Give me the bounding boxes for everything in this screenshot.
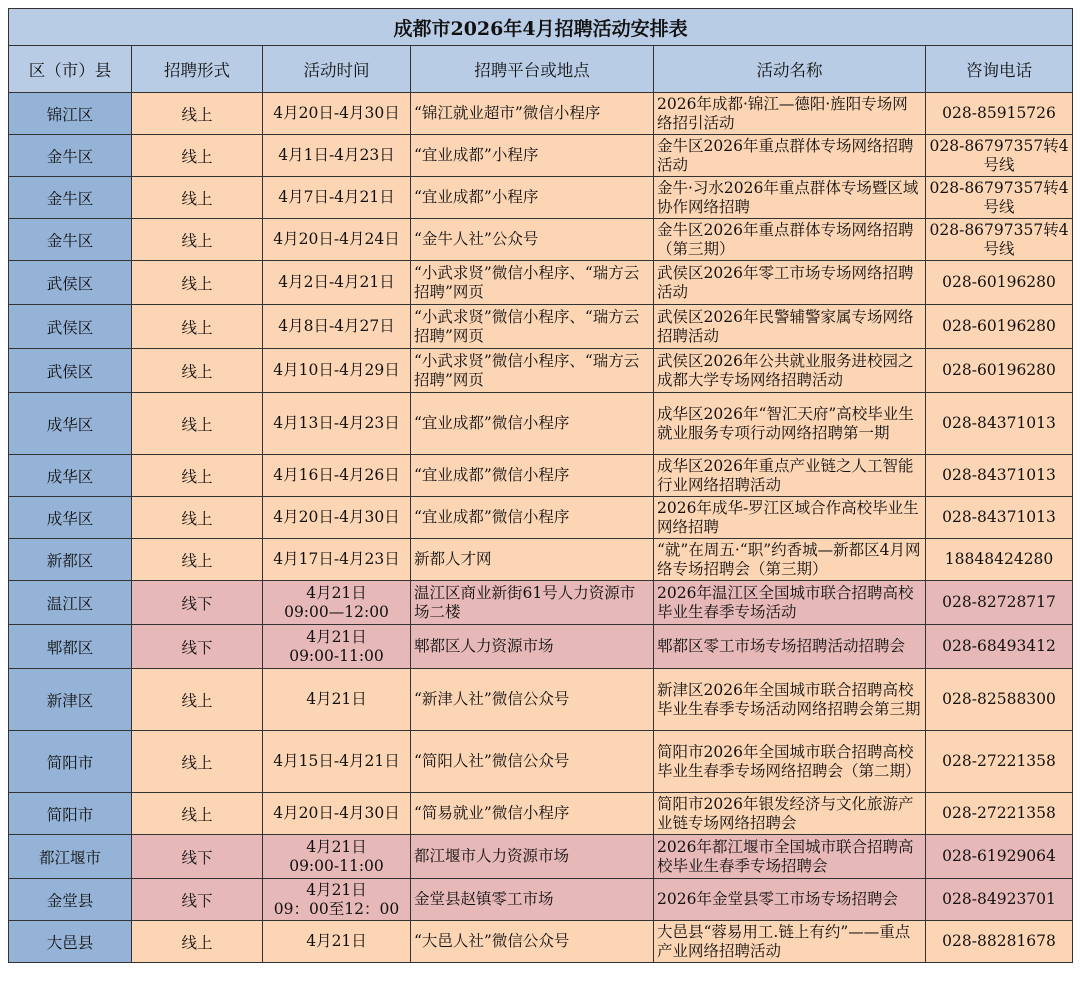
district-cell: 简阳市 [9,793,132,835]
activity-name-cell: 2026年温江区全国城市联合招聘高校毕业生春季专场活动 [654,581,926,625]
time-date: 4月17日-4月23日 [273,550,400,568]
platform-cell: “大邑人社”微信公众号 [411,921,654,963]
time-cell [263,497,411,539]
phone-cell: 028-60196280 [926,305,1073,349]
time-date: 4月1日-4月23日 [278,146,395,164]
activity-name-cell: 2026年都江堰市全国城市联合招聘高校毕业生春季专场招聘会 [654,835,926,879]
district-cell: 新都区 [9,539,132,581]
activity-name-cell: 2026年成华-罗江区域合作高校毕业生网络招聘 [654,497,926,539]
phone-cell: 028-85915726 [926,93,1073,135]
time-date: 4月7日-4月21日 [278,188,395,206]
table-row [9,261,1073,305]
time-hours: 09:00—12:00 [284,602,389,621]
activity-name-cell: 郫都区零工市场专场招聘活动招聘会 [654,625,926,669]
district-cell: 新津区 [9,669,132,731]
time-cell [263,539,411,581]
district-cell: 大邑县 [9,921,132,963]
recruitment-sheet [8,8,1072,963]
table-row [9,393,1073,455]
time-date: 4月16日-4月26日 [273,466,400,484]
time-date: 4月21日 [306,627,367,646]
header-mode: 招聘形式 [132,46,263,93]
platform-cell: “锦江就业超市”微信小程序 [411,93,654,135]
platform-cell: 新都人才网 [411,539,654,581]
district-cell: 成华区 [9,393,132,455]
header-phone: 咨询电话 [926,46,1073,93]
platform-cell: 温江区商业新街61号人力资源市场二楼 [411,581,654,625]
mode-cell: 线上 [132,539,263,581]
activity-name-cell: 武侯区2026年民警辅警家属专场网络招聘活动 [654,305,926,349]
phone-cell: 028-82588300 [926,669,1073,731]
platform-cell: “金牛人社”公众号 [411,219,654,261]
table-row [9,539,1073,581]
phone-cell: 028-82728717 [926,581,1073,625]
table-row [9,731,1073,793]
time-date: 4月2日-4月21日 [278,273,395,291]
time-cell [263,93,411,135]
mode-cell: 线上 [132,177,263,219]
header-district: 区（市）县 [9,46,132,93]
district-cell: 锦江区 [9,93,132,135]
time-cell [263,393,411,455]
phone-cell: 028-68493412 [926,625,1073,669]
phone-cell: 028-84371013 [926,497,1073,539]
recruitment-table [8,8,1073,963]
time-cell [263,261,411,305]
district-cell: 金牛区 [9,135,132,177]
time-date: 4月21日 [306,837,367,856]
activity-name-cell: 简阳市2026年全国城市联合招聘高校毕业生春季专场网络招聘会（第二期） [654,731,926,793]
header-time: 活动时间 [263,46,411,93]
platform-cell: “简阳人社”微信公众号 [411,731,654,793]
time-date: 4月20日-4月24日 [273,230,400,248]
activity-name-cell: 大邑县“蓉易用工.链上有约”——重点产业网络招聘活动 [654,921,926,963]
time-date: 4月21日 [306,880,367,899]
time-date: 4月20日-4月30日 [273,104,400,122]
activity-name-cell: 2026年成都·锦江—德阳·旌阳专场网络招引活动 [654,93,926,135]
mode-cell: 线上 [132,455,263,497]
time-cell [263,669,411,731]
district-cell: 武侯区 [9,305,132,349]
time-date: 4月21日 [306,583,367,602]
district-cell: 都江堰市 [9,835,132,879]
table-title: 成都市2026年4月招聘活动安排表 [9,9,1073,46]
table-row [9,581,1073,625]
table-row [9,135,1073,177]
table-row [9,921,1073,963]
time-cell [263,879,411,921]
platform-cell: “宜业成都”微信小程序 [411,393,654,455]
district-cell: 金牛区 [9,219,132,261]
platform-cell: “小武求贤”微信小程序、“瑞方云招聘”网页 [411,305,654,349]
time-cell [263,835,411,879]
mode-cell: 线上 [132,305,263,349]
activity-name-cell: 武侯区2026年公共就业服务进校园之成都大学专场网络招聘活动 [654,349,926,393]
platform-cell: “小武求贤”微信小程序、“瑞方云招聘”网页 [411,261,654,305]
phone-cell: 028-86797357转4号线 [926,135,1073,177]
platform-cell: 郫都区人力资源市场 [411,625,654,669]
time-cell [263,349,411,393]
mode-cell: 线上 [132,497,263,539]
platform-cell: “新津人社”微信公众号 [411,669,654,731]
platform-cell: “宜业成都”微信小程序 [411,455,654,497]
activity-name-cell: 金牛区2026年重点群体专场网络招聘（第三期） [654,219,926,261]
phone-cell: 028-86797357转4号线 [926,177,1073,219]
time-cell [263,625,411,669]
mode-cell: 线上 [132,921,263,963]
district-cell: 成华区 [9,497,132,539]
mode-cell: 线上 [132,261,263,305]
time-hours: 09：00至12：00 [273,899,400,918]
table-row [9,669,1073,731]
table-row [9,349,1073,393]
activity-name-cell: 金牛·习水2026年重点群体专场暨区域协作网络招聘 [654,177,926,219]
table-row [9,305,1073,349]
district-cell: 武侯区 [9,349,132,393]
activity-name-cell: 武侯区2026年零工市场专场网络招聘活动 [654,261,926,305]
platform-cell: 金堂县赵镇零工市场 [411,879,654,921]
district-cell: 郫都区 [9,625,132,669]
mode-cell: 线上 [132,669,263,731]
header-platform: 招聘平台或地点 [411,46,654,93]
time-cell [263,135,411,177]
platform-cell: “宜业成都”小程序 [411,177,654,219]
phone-cell: 028-86797357转4号线 [926,219,1073,261]
time-date: 4月8日-4月27日 [278,317,395,335]
activity-name-cell: “就”在周五·“职”约香城—新都区4月网络专场招聘会（第三期） [654,539,926,581]
time-cell [263,731,411,793]
district-cell: 温江区 [9,581,132,625]
time-date: 4月20日-4月30日 [273,508,400,526]
time-hours: 09:00-11:00 [289,646,384,665]
activity-name-cell: 成华区2026年重点产业链之人工智能行业网络招聘活动 [654,455,926,497]
phone-cell: 028-27221358 [926,793,1073,835]
mode-cell: 线下 [132,835,263,879]
activity-name-cell: 新津区2026年全国城市联合招聘高校毕业生春季专场活动网络招聘会第三期 [654,669,926,731]
phone-cell: 028-27221358 [926,731,1073,793]
district-cell: 简阳市 [9,731,132,793]
table-row [9,879,1073,921]
district-cell: 成华区 [9,455,132,497]
mode-cell: 线下 [132,581,263,625]
platform-cell: “宜业成都”小程序 [411,135,654,177]
activity-name-cell: 简阳市2026年银发经济与文化旅游产业链专场网络招聘会 [654,793,926,835]
time-date: 4月21日 [306,690,367,708]
mode-cell: 线上 [132,349,263,393]
phone-cell: 18848424280 [926,539,1073,581]
table-row [9,497,1073,539]
time-cell [263,793,411,835]
table-row [9,835,1073,879]
platform-cell: “简易就业”微信小程序 [411,793,654,835]
mode-cell: 线上 [132,731,263,793]
table-row [9,93,1073,135]
district-cell: 武侯区 [9,261,132,305]
phone-cell: 028-84923701 [926,879,1073,921]
mode-cell: 线上 [132,93,263,135]
mode-cell: 线上 [132,393,263,455]
time-cell [263,455,411,497]
platform-cell: “小武求贤”微信小程序、“瑞方云招聘”网页 [411,349,654,393]
table-row [9,455,1073,497]
platform-cell: “宜业成都”微信小程序 [411,497,654,539]
header-activity-name: 活动名称 [654,46,926,93]
activity-name-cell: 成华区2026年“智汇天府”高校毕业生就业服务专项行动网络招聘第一期 [654,393,926,455]
mode-cell: 线下 [132,879,263,921]
mode-cell: 线上 [132,219,263,261]
time-cell [263,581,411,625]
activity-name-cell: 金牛区2026年重点群体专场网络招聘活动 [654,135,926,177]
phone-cell: 028-61929064 [926,835,1073,879]
phone-cell: 028-60196280 [926,349,1073,393]
time-hours: 09:00-11:00 [289,856,384,875]
time-date: 4月15日-4月21日 [273,752,400,770]
phone-cell: 028-60196280 [926,261,1073,305]
phone-cell: 028-84371013 [926,393,1073,455]
time-cell [263,219,411,261]
table-row [9,793,1073,835]
time-cell [263,177,411,219]
table-row [9,219,1073,261]
table-row [9,625,1073,669]
phone-cell: 028-88281678 [926,921,1073,963]
time-date: 4月21日 [306,932,367,950]
platform-cell: 都江堰市人力资源市场 [411,835,654,879]
mode-cell: 线下 [132,625,263,669]
time-date: 4月20日-4月30日 [273,804,400,822]
time-cell [263,921,411,963]
activity-name-cell: 2026年金堂县零工市场专场招聘会 [654,879,926,921]
time-date: 4月13日-4月23日 [273,414,400,432]
district-cell: 金堂县 [9,879,132,921]
mode-cell: 线上 [132,793,263,835]
header-row [9,46,1073,93]
table-row [9,177,1073,219]
mode-cell: 线上 [132,135,263,177]
time-cell [263,305,411,349]
time-date: 4月10日-4月29日 [273,361,400,379]
district-cell: 金牛区 [9,177,132,219]
phone-cell: 028-84371013 [926,455,1073,497]
